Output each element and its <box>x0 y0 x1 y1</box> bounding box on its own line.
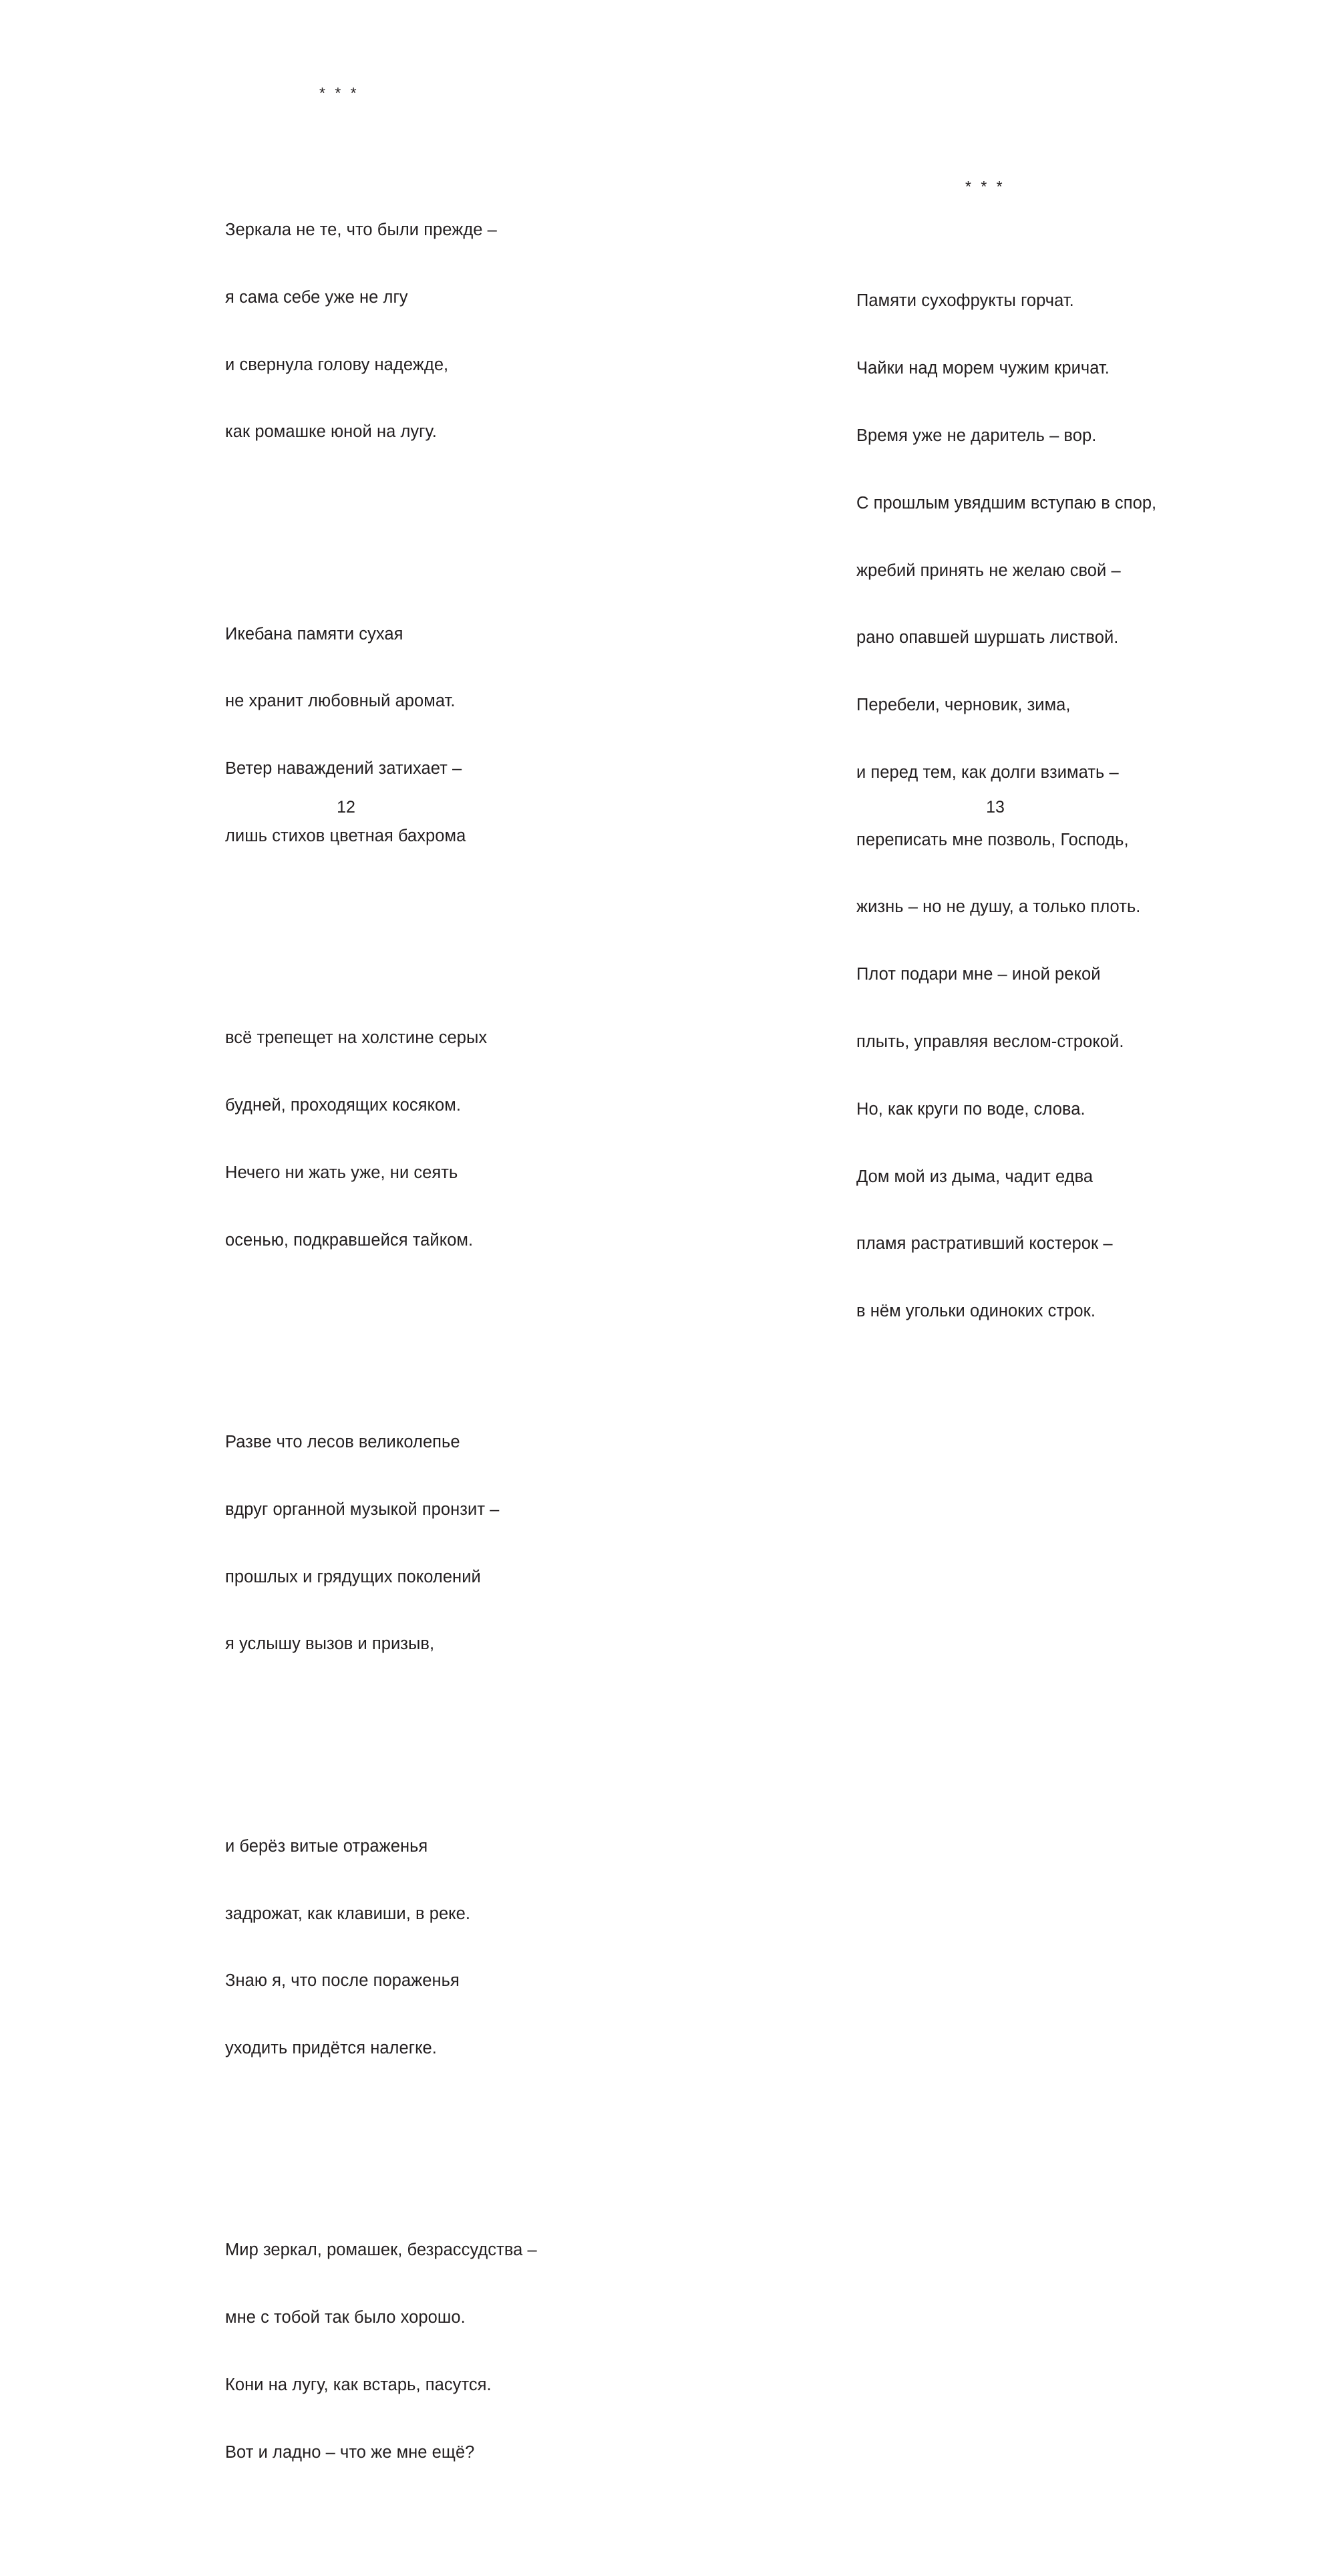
verse-line: Вот и ладно – что же мне ещё? <box>225 2442 475 2462</box>
stanza <box>225 1791 537 2105</box>
verse-line: Памяти сухофрукты горчат. <box>856 291 1074 311</box>
verse-line: Мир зеркал, ромашек, безрассудства – <box>225 2241 537 2260</box>
verse-line: Время уже не даритель – вор. <box>856 426 1097 445</box>
verse-line: всё трепещет на холстине серых <box>225 1028 488 1048</box>
verse-line: жребий принять не желаю свой – <box>856 561 1121 580</box>
verse-line: Разве что лесов великолепье <box>225 1433 460 1452</box>
verse-line: плыть, управляя веслом-строкой. <box>856 1032 1124 1051</box>
poem-body-left <box>225 107 537 2576</box>
verse-line: Ветер наваждений затихает – <box>225 759 462 778</box>
page-number-left: 12 <box>337 798 355 817</box>
stanza <box>225 174 537 488</box>
verse-line: я сама себе уже не лгу <box>225 287 408 307</box>
verse-line: будней, проходящих косяком. <box>225 1096 461 1115</box>
verse-line: как ромашке юной на лугу. <box>225 422 437 442</box>
page-right <box>671 0 1342 1321</box>
verse-line: переписать мне позволь, Господь, <box>856 830 1129 849</box>
verse-line: прошлых и грядущих поколений <box>225 1567 481 1586</box>
verse-line: Зеркала не те, что были прежде – <box>225 220 497 239</box>
verse-line: пламя растративший костерок – <box>856 1234 1113 1254</box>
verse-line: вдруг органной музыкой пронзит – <box>225 1499 500 1519</box>
page-left <box>0 0 671 2462</box>
stanza <box>225 1387 537 1701</box>
verse-line: не хранит любовный аромат. <box>225 692 456 711</box>
verse-line: Икебана памяти сухая <box>225 624 403 643</box>
verse-line: уходить придётся налегке. <box>225 2039 437 2058</box>
verse-line: и перед тем, как долги взимать – <box>856 762 1119 782</box>
stanza <box>225 578 537 892</box>
verse-line: задрожат, как клавиши, в реке. <box>225 1904 471 1923</box>
verse-line: и свернула голову надежде, <box>225 355 449 374</box>
stanza <box>225 982 537 1296</box>
poem-separator-asterisks-right: * * * <box>965 178 1005 195</box>
verse-line: Знаю я, что после пораженья <box>225 1971 460 1991</box>
verse-line: Нечего ни жать уже, ни сеять <box>225 1163 458 1182</box>
verse-line: рано опавшей шуршать листвой. <box>856 628 1119 648</box>
verse-line: С прошлым увядшим вступаю в спор, <box>856 493 1157 513</box>
verse-line: Дом мой из дыма, чадит едва <box>856 1167 1094 1186</box>
stanza <box>225 2194 537 2509</box>
verse-line: Чайки над морем чужим кричат. <box>856 359 1110 378</box>
verse-line: осенью, подкравшейся тайком. <box>225 1230 474 1250</box>
poem-separator-asterisks-left: * * * <box>319 84 359 102</box>
verse-line: жизнь – но не душу, а только плоть. <box>856 897 1141 917</box>
verse-line: Но, как круги по воде, слова. <box>856 1099 1085 1119</box>
verse-line: лишь стихов цветная бахрома <box>225 827 466 845</box>
verse-line: мне с тобой так было хорошо. <box>225 2308 466 2327</box>
verse-line: Перебели, черновик, зима, <box>856 696 1071 715</box>
verse-line: в нём угольки одиноких строк. <box>856 1302 1096 1321</box>
page-number-right: 13 <box>986 798 1005 817</box>
verse-line: я услышу вызов и призыв, <box>225 1634 435 1654</box>
verse-line: Кони на лугу, как встарь, пасутся. <box>225 2375 492 2394</box>
verse-line: Плот подари мне – иной рекой <box>856 965 1101 984</box>
verse-line: и берёз витые отраженья <box>225 1836 428 1856</box>
